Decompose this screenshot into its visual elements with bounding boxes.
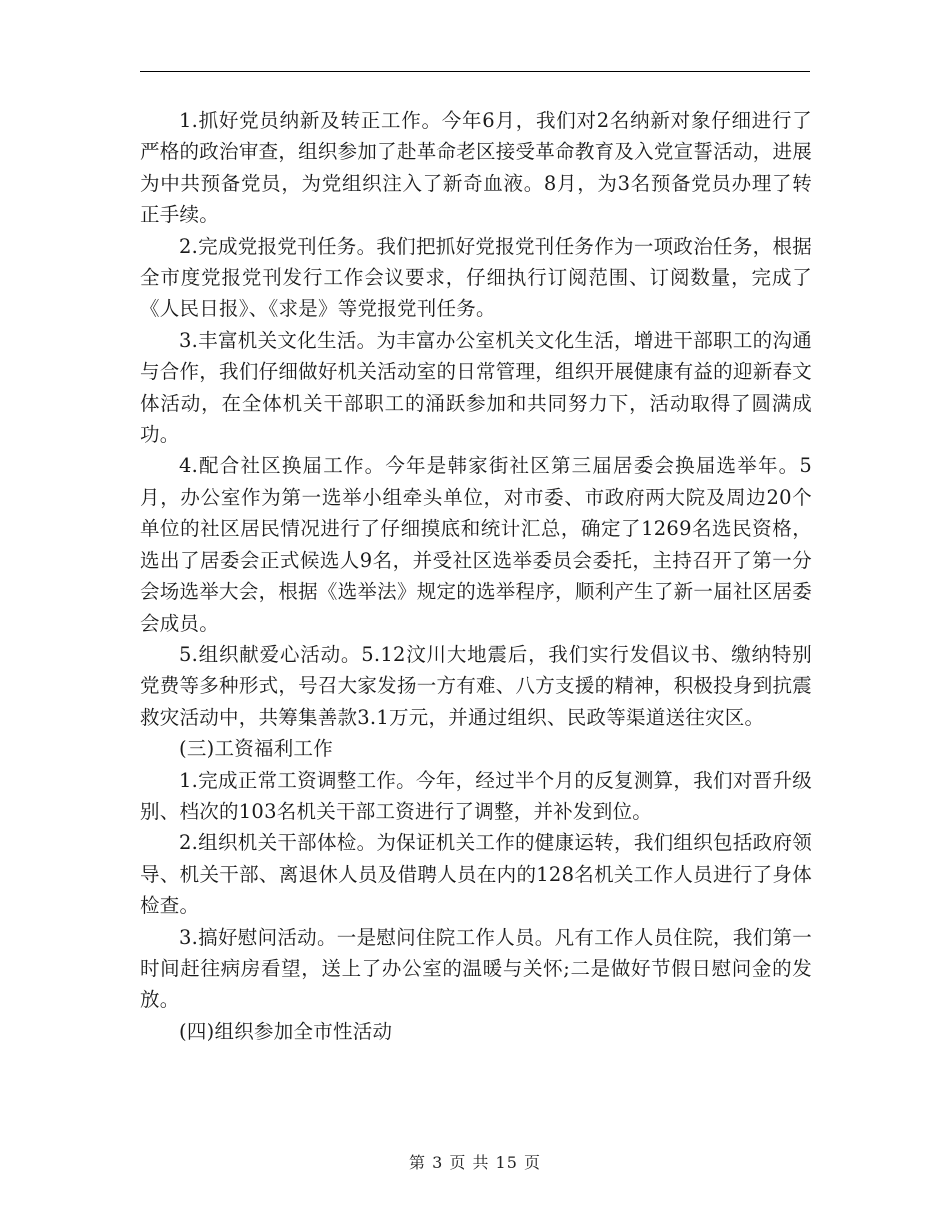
header-rule [140,71,810,72]
paragraph-party-membership: 1.抓好党员纳新及转正工作。今年6月，我们对2名纳新对象仔细进行了严格的政治审查，组织参加了赴革命老区接受革命教育及入党宣誓活动，进展为中共预备党员，为党组织注入了新奇血液。8月，为3名预备党员办理了转正手续。 [140,109,812,227]
paragraph-cultural-life: 3.丰富机关文化生活。为丰富办公室机关文化生活，增进干部职工的沟通与合作，我们仔细做好机关活动室的日常管理，组织开展健康有益的迎新春文体活动，在全体机关干部职工的涌跃参加和共同努力下，活动取得了圆满成功。 [140,328,812,447]
paragraph-condolence-visits: 3.搞好慰问活动。一是慰问住院工作人员。凡有工作人员住院，我们第一时间赶往病房看望，送上了办公室的温暖与关怀;二是做好节假日慰问金的发放。 [140,925,812,1012]
paragraph-community-election: 4.配合社区换届工作。今年是韩家街社区第三届居委会换届选举年。5月，办公室作为第一选举小组牵头单位，对市委、市政府两大院及周边20个单位的社区居民情况进行了仔细摸底和统计汇总，确定了1269名选民资格，选出了居委会正式候选人9名，并受社区选举委员会委托，主持召开了第一分会场选举大会，根据《选举法》规定的选举程序，顺利产生了新一届社区居委会成员。 [140,454,812,635]
document-body [140,105,812,1047]
paragraph-charity-activity: 5.组织献爱心活动。5.12汶川大地震后，我们实行发倡议书、缴纳特别党费等多种形式，号召大家发扬一方有难、八方支援的精神，积极投身到抗震救灾活动中，共筹集善款3.1万元，并通过组织、民政等渠道送往灾区。 [140,642,812,729]
section-heading-wages-welfare: (三)工资福利工作 [179,737,333,761]
section-heading-city-activities: (四)组织参加全市性活动 [179,1019,393,1043]
page-number-footer: 第 3 页 共 15 页 [409,1153,541,1172]
paragraph-health-checkup: 2.组织机关干部体检。为保证机关工作的健康运转，我们组织包括政府领导、机关干部、离退休人员及借聘人员在内的128名机关工作人员进行了身体检查。 [140,831,812,918]
paragraph-party-newspapers: 2.完成党报党刊任务。我们把抓好党报党刊任务作为一项政治任务，根据全市度党报党刊发行工作会议要求，仔细执行订阅范围、订阅数量，完成了《人民日报》、《求是》等党报党刊任务。 [140,234,812,321]
paragraph-salary-adjustment: 1.完成正常工资调整工作。今年，经过半个月的反复测算，我们对晋升级别、档次的103名机关干部工资进行了调整，并补发到位。 [140,768,812,823]
